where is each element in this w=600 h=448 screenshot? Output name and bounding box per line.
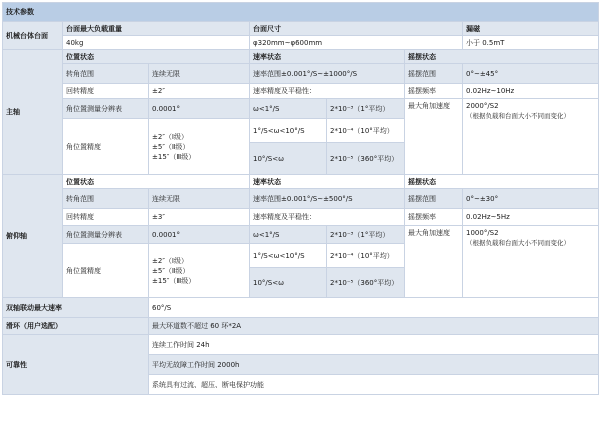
pitch-position-title: 位置状态 (63, 175, 250, 189)
mech-header-size: 台面尺寸 (250, 22, 463, 36)
main-pos-acc-label: 角位置精度 (63, 119, 149, 175)
pitch-rate-value-1: 2*10⁻³（1°平均） (327, 226, 405, 244)
mech-header-magnetic: 漏磁 (463, 22, 599, 36)
pitch-swing-freq-value: 0.02Hz~5Hz (463, 209, 599, 226)
reliability-row-1 (3, 335, 599, 355)
main-status-row (3, 50, 599, 64)
pitch-pos-acc-values (149, 244, 250, 298)
pitch-rate-value-2: 2*10⁻⁴（10°平均） (327, 244, 405, 268)
pitch-swing-freq-label: 摇摆频率 (405, 209, 463, 226)
pitch-max-acc-note: （根据负载和台面大小不同而变化） (466, 239, 570, 247)
pitch-resolution-label: 角位置测量分辨表 (63, 226, 149, 244)
table-title: 技术参数 (3, 3, 599, 22)
slip-label: 滑环（用户选配） (3, 318, 149, 335)
pitch-status-row (3, 175, 599, 189)
main-resolution-row (3, 99, 599, 119)
main-max-acc-label: 最大角加速度 (405, 99, 463, 175)
pitch-rate-value-3: 2*10⁻⁵（360°平均） (327, 268, 405, 298)
pitch-repeat-row (3, 209, 599, 226)
main-pos-acc-grade-3: ±15″（Ⅲ级） (152, 152, 196, 161)
spec-sheet (2, 2, 598, 395)
pitch-pos-acc-grade-1: ±2″（Ⅰ级） (152, 256, 188, 265)
main-rate-cond-2: 1°/S<ω<10°/S (250, 119, 327, 143)
slip-row (3, 318, 599, 335)
pitch-axis-label: 俯仰轴 (3, 175, 63, 298)
pitch-rate-cond-2: 1°/S<ω<10°/S (250, 244, 327, 268)
main-swing-range-value: 0°~±45° (463, 64, 599, 84)
main-turn-value: 连续无限 (149, 64, 250, 84)
main-max-acc-value: 2000°/S2 (466, 102, 499, 110)
main-repeat-value: ±2″ (149, 84, 250, 99)
pitch-resolution-value: 0.0001° (149, 226, 250, 244)
main-repeat-row (3, 84, 599, 99)
dual-row (3, 298, 599, 318)
mech-header-load: 台面最大负载重量 (63, 22, 250, 36)
main-rate-value-3: 2*10⁻⁵（360°平均） (327, 143, 405, 175)
main-max-acc-cell (463, 99, 599, 175)
main-rate-range: 速率范围±0.001°/S~±1000°/S (250, 64, 405, 84)
mech-load-value: 40kg (63, 36, 250, 50)
main-resolution-value: 0.0001° (149, 99, 250, 119)
main-position-title: 位置状态 (63, 50, 250, 64)
title-row (3, 3, 599, 22)
pitch-repeat-value: ±3″ (149, 209, 250, 226)
main-rate-cond-1: ω<1°/S (250, 99, 327, 119)
pitch-swing-title: 摇摆状态 (405, 175, 599, 189)
reliability-label: 可靠性 (3, 335, 149, 395)
pitch-rate-accuracy-label: 速率精度及平稳性： (250, 209, 405, 226)
main-swing-title: 摇摆状态 (405, 50, 599, 64)
pitch-pos-acc-grade-3: ±15″（Ⅲ级） (152, 276, 196, 285)
main-pos-acc-grade-2: ±5″（Ⅱ级） (152, 142, 190, 151)
pitch-max-acc-cell (463, 226, 599, 298)
mech-header-row (3, 22, 599, 36)
main-rate-value-1: 2*10⁻³（1°平均） (327, 99, 405, 119)
main-range-row (3, 64, 599, 84)
main-swing-freq-value: 0.02Hz~10Hz (463, 84, 599, 99)
mech-value-row (3, 36, 599, 50)
pitch-range-row (3, 189, 599, 209)
reliability-line-1: 连续工作时间 24h (149, 335, 599, 355)
slip-value: 最大环道数不超过 60 环*2A (149, 318, 599, 335)
pitch-max-acc-label: 最大角加速度 (405, 226, 463, 298)
pitch-turn-label: 转角范围 (63, 189, 149, 209)
main-pos-acc-values (149, 119, 250, 175)
pitch-rate-title: 速率状态 (250, 175, 405, 189)
main-turn-label: 转角范围 (63, 64, 149, 84)
main-axis-label: 主轴 (3, 50, 63, 175)
dual-label: 双轴联动最大速率 (3, 298, 149, 318)
main-swing-freq-label: 摇摆频率 (405, 84, 463, 99)
mech-label: 机械台体台面 (3, 22, 63, 50)
pitch-turn-value: 连续无限 (149, 189, 250, 209)
pitch-resolution-row (3, 226, 599, 244)
pitch-rate-cond-3: 10°/S<ω (250, 268, 327, 298)
dual-value: 60°/S (149, 298, 599, 318)
main-rate-cond-3: 10°/S<ω (250, 143, 327, 175)
mech-magnetic-value: 小于 0.5mT (463, 36, 599, 50)
main-swing-range-label: 摇摆范围 (405, 64, 463, 84)
pitch-swing-range-label: 摇摆范围 (405, 189, 463, 209)
main-rate-value-2: 2*10⁻⁴（10°平均） (327, 119, 405, 143)
pitch-pos-acc-label: 角位置精度 (63, 244, 149, 298)
reliability-line-2: 平均无故障工作时间 2000h (149, 355, 599, 375)
pitch-rate-range: 速率范围±0.001°/S~±500°/S (250, 189, 405, 209)
pitch-max-acc-value: 1000°/S2 (466, 229, 499, 237)
mech-size-value: φ320mm~φ600mm (250, 36, 463, 50)
pitch-rate-cond-1: ω<1°/S (250, 226, 327, 244)
main-resolution-label: 角位置测量分辨表 (63, 99, 149, 119)
pitch-pos-acc-grade-2: ±5″（Ⅱ级） (152, 266, 190, 275)
spec-table (2, 2, 599, 395)
main-repeat-label: 回转精度 (63, 84, 149, 99)
reliability-line-3: 系统具有过流、超压、断电保护功能 (149, 375, 599, 395)
pitch-swing-range-value: 0°~±30° (463, 189, 599, 209)
main-rate-accuracy-label: 速率精度及平稳性： (250, 84, 405, 99)
main-max-acc-note: （根据负载和台面大小不同而变化） (466, 112, 570, 120)
main-pos-acc-grade-1: ±2″（Ⅰ级） (152, 132, 188, 141)
pitch-repeat-label: 回转精度 (63, 209, 149, 226)
main-rate-title: 速率状态 (250, 50, 405, 64)
